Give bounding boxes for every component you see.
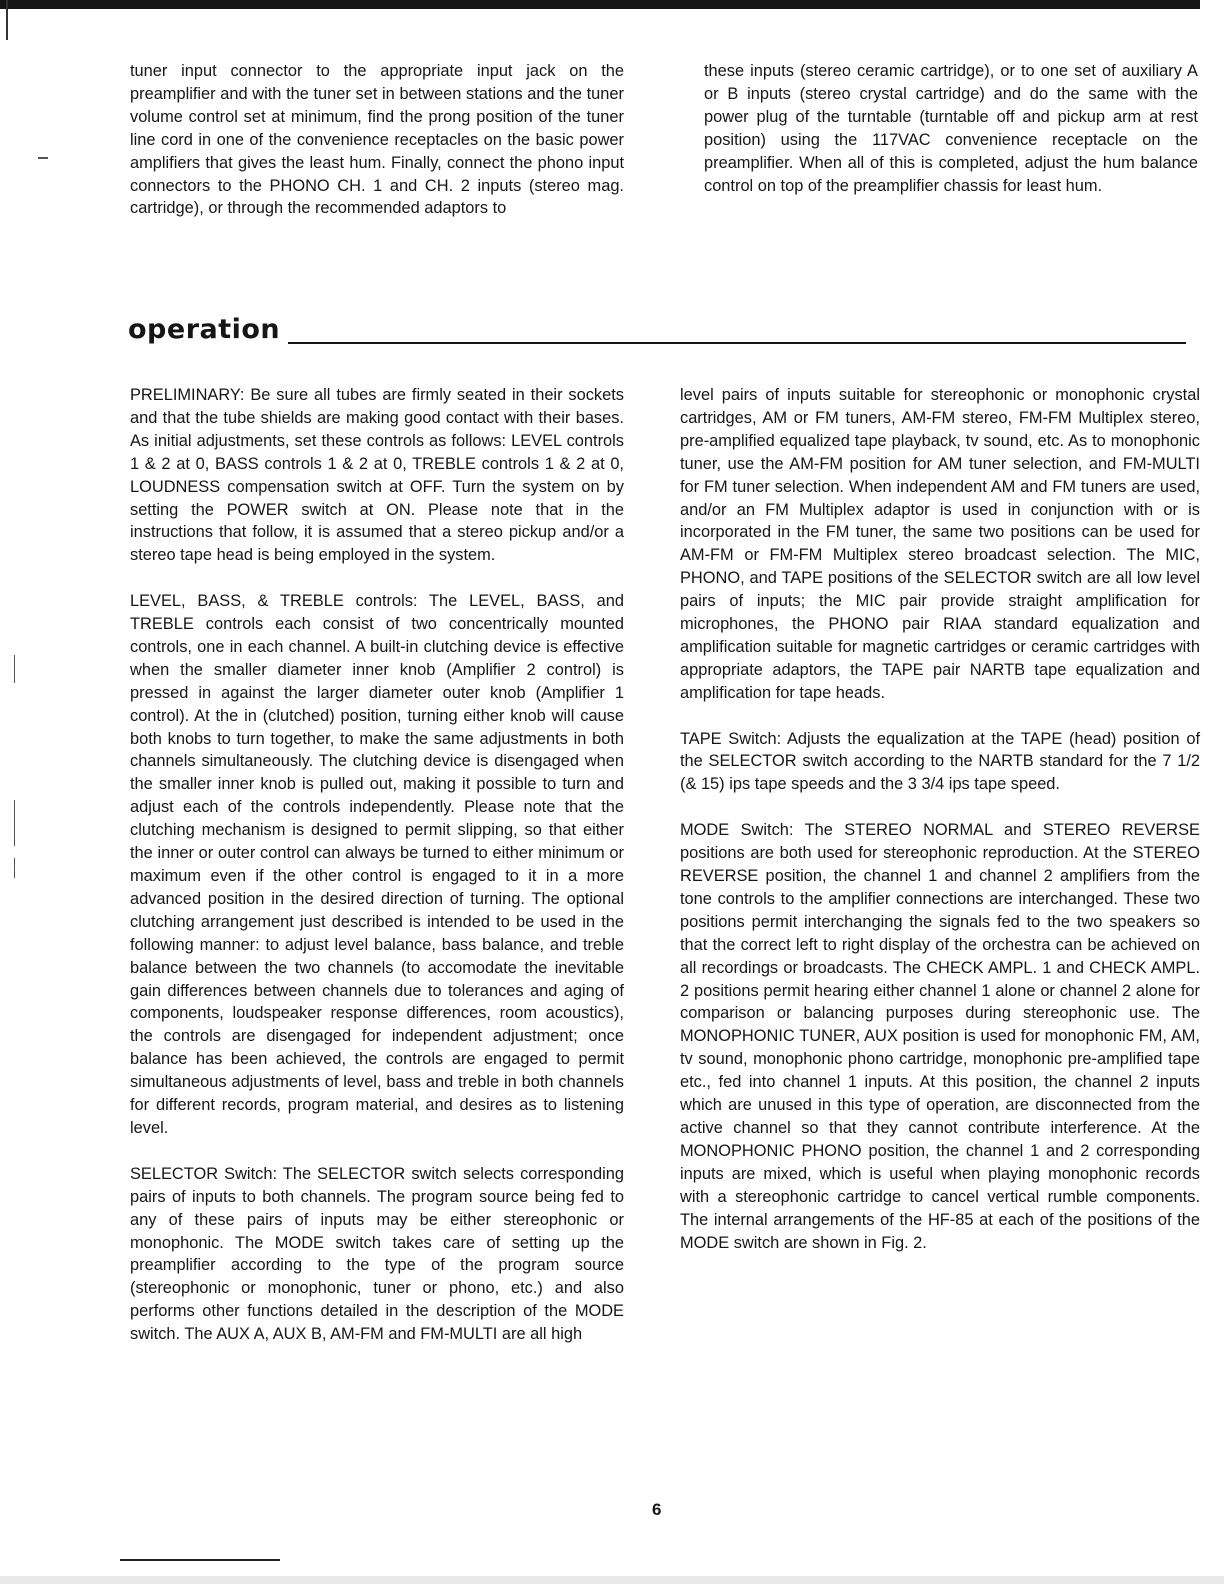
level-bass-treble-paragraph: LEVEL, BASS, & TREBLE controls: The LEVEL, BASS, and TREBLE controls each consist of two concentrically mounted controls, one in each channel. A built-in clutching device is effective when the smaller diameter inner knob (Amplifier 2 control) is pressed in against the larger diameter outer knob (Amplifier 1 control). At the in (clutched) position, turning either knob will cause both knobs to turn together, to make the same adjustments in both channels simultaneously. The clutching device is disengaged when the smaller inner knob is pulled out, making it possible to turn and adjust each of the controls independently. Please note that the clutching mechanism is designed to permit slipping, so that either the inner or outer control can always be turned to either minimum or maximum even if the other control is engaged to it in a more advanced position in the desired direction of turning. The optional clutching arrangement just described is intended to be used in the following manner: to adjust level balance, bass balance, and treble balance between the two channels (to accomodate the inevitable gain differences between channels due to tolerances and aging of components, loudspeaker response differences, room acoustics), the controls are disengaged for independent adjustment; once balance has been achieved, the controls are engaged to permit simultaneous adjustments of level, bass and treble in both channels for different records, program material, and desires as to listening level. <box>130 592 624 1137</box>
tape-switch-paragraph: TAPE Switch: Adjusts the equalization at the TAPE (head) position of the SELECTOR switch according to the NARTB standard for the 7 1/2 (& 15) ips tape speeds and the 3 3/4 ips tape speed. <box>680 729 1200 794</box>
left-margin-mark <box>6 0 8 40</box>
bottom-scan-band <box>0 1576 1224 1584</box>
left-margin-tick <box>14 858 15 878</box>
operation-right-column <box>680 384 1200 1254</box>
operation-left-column <box>130 384 624 1346</box>
selector-switch-paragraph: SELECTOR Switch: The SELECTOR switch selects corresponding pairs of inputs to both channels. The program source being fed to any of these pairs of inputs may be either stereophonic or monophonic. The MODE switch takes care of setting up the preamplifier according to the type of the program source (stereophonic or monophonic, tuner or phono, etc.) and also performs other functions detailed in the description of the MODE switch. The AUX A, AUX B, AM-FM and FM-MULTI are all high <box>130 1164 624 1344</box>
heading-rule <box>288 342 1186 344</box>
intro-left-column <box>130 60 624 220</box>
left-margin-tick <box>14 655 15 683</box>
intro-right-paragraph: these inputs (stereo ceramic cartridge), or to one set of auxiliary A or B inputs (stereo crystal cartridge) and do the same with the power plug of the turntable (turntable off and pickup arm at rest position) using the 117VAC convenience receptacle on the preamplifier. When all of this is completed, adjust the hum balance control on top of the preamplifier chassis for least hum. <box>704 62 1198 195</box>
preliminary-paragraph: PRELIMINARY: Be sure all tubes are firmly seated in their sockets and that the tube shields are making good contact with their bases. As initial adjustments, set these controls as follows: LEVEL controls 1 & 2 at 0, BASS controls 1 & 2 at 0, TREBLE controls 1 & 2 at 0, LOUDNESS compensation switch at OFF. Turn the system on by setting the POWER switch at ON. Please note that in the instructions that follow, it is assumed that a stereo pickup and/or a stereo tape head is being employed in the system. <box>130 386 624 565</box>
mode-switch-paragraph: MODE Switch: The STEREO NORMAL and STEREO REVERSE positions are both used for stereophonic reproduction. At the STEREO REVERSE position, the channel 1 and channel 2 amplifiers from the tone controls to the amplifier connections are interchanged. These two positions permit interchanging the signals fed to the two speakers so that the correct left to right display of the orchestra can be achieved on all recordings or broadcasts. The CHECK AMPL. 1 and CHECK AMPL. 2 positions permit hearing either channel 1 alone or channel 2 alone for comparison or balancing purposes during stereophonic use. The MONOPHONIC TUNER, AUX position is used for monophonic FM, AM, tv sound, monophonic phono cartridge, monophonic pre-amplified tape etc., fed into channel 1 inputs. At this position, the channel 2 inputs which are unused in this type of operation, are disconnected from the active channel so that they cannot contribute interference. At the MONOPHONIC PHONO position, the channel 1 and 2 corresponding inputs are mixed, which is useful when playing monophonic records with a stereophonic cartridge to cancel vertical rumble components. The internal arrangements of the HF-85 at each of the positions of the MODE switch are shown in Fig. 2. <box>680 821 1200 1252</box>
section-heading-row <box>128 314 1186 350</box>
section-heading: operation <box>128 314 281 345</box>
left-margin-tick <box>38 157 48 159</box>
bottom-rule <box>120 1559 280 1561</box>
left-margin-tick <box>14 800 15 846</box>
page-number: 6 <box>652 1500 662 1519</box>
top-border-rule <box>0 0 1200 9</box>
selector-continued-paragraph: level pairs of inputs suitable for stereophonic or monophonic crystal cartridges, AM or FM tuners, AM-FM stereo, FM-FM Multiplex stereo, pre-amplified equalized tape playback, tv sound, etc. As to monophonic tuner, use the AM-FM position for AM tuner selection, and FM-MULTI for FM tuner selection. When independent AM and FM tuners are used, and/or an FM Multiplex adaptor is used in conjunction with or is incorporated in the FM tuner, the same two positions can be used for AM-FM or FM-FM Multiplex stereo broadcast selection. The MIC, PHONO, and TAPE positions of the SELECTOR switch are all low level pairs of inputs; the MIC pair provide straight amplification for microphones, the PHONO pair RIAA standard equalization and amplification suitable for magnetic cartridges or ceramic cartridges with appropriate adaptors, the TAPE pair NARTB tape equalization and amplification for tape heads. <box>680 386 1200 702</box>
intro-left-paragraph: tuner input connector to the appropriate input jack on the preamplifier and with the tuner set in between stations and the tuner volume control set at minimum, find the prong position of the tuner line cord in one of the convenience receptacles on the basic power amplifiers that gives the least hum. Finally, connect the phono input connectors to the PHONO CH. 1 and CH. 2 inputs (stereo mag. cartridge), or through the recommended adaptors to <box>130 62 624 218</box>
intro-right-column <box>704 60 1198 197</box>
